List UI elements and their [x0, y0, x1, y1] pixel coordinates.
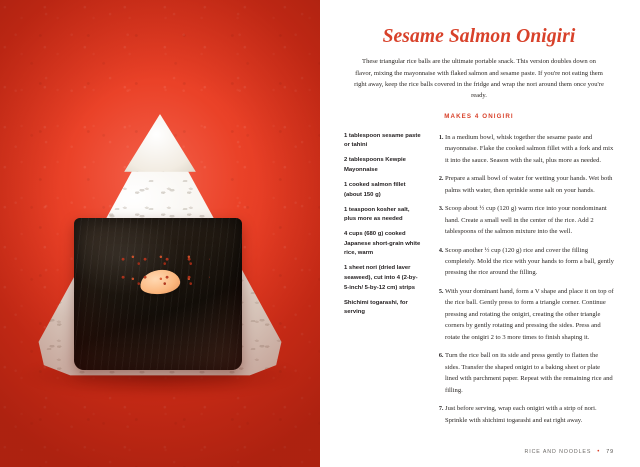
ingredient-item: 1 sheet nori (dried laver seaweed), cut into 4 (2-by-5-inch/ 5-by-12 cm) strips	[344, 265, 418, 291]
recipe-yield: MAKES 4 ONIGIRI	[444, 112, 514, 120]
ingredients-list	[344, 132, 422, 324]
page-number: 79	[606, 449, 614, 455]
footer-section-label: RICE AND NOODLES	[524, 449, 592, 455]
ingredient-item: Shichimi togarashi, for serving	[344, 299, 408, 316]
recipe-columns	[344, 132, 614, 433]
instruction-step: 6. Turn the rice ball on its side and press gently to flatten the sides. Transfer the shaped onigiri to a baking sheet or plate lined with parchment paper. Repeat with the remaining rice and filling.	[445, 350, 614, 396]
ingredient-item: 1 cooked salmon fillet (about 150 g)	[344, 182, 406, 198]
instruction-step: 3. Scoop about ½ cup (120 g) warm rice into your nondominant hand. Create a small well in the center of the rice. Add 2 tablespoons of the salmon mixture into the well.	[445, 203, 614, 237]
ingredient-item: 4 cups (680 g) cooked Japanese short-grain white rice, warm	[344, 231, 421, 257]
instruction-step: 4. Scoop another ½ cup (120 g) rice and cover the filling completely. Mold the rice with your hands to form a ball, gently pressing the rice around the filling.	[445, 245, 614, 279]
recipe-title: Sesame Salmon Onigiri	[382, 26, 576, 47]
recipe-intro: These triangular rice balls are the ultimate portable snack. This version doubles down on flavor, mixing the mayonnaise with flaked salmon and sesame paste. If you're not eating them right away, keep the rice balls covered in the fridge and wrap the nori around them once you're ready.	[354, 58, 604, 100]
page-footer	[320, 449, 614, 455]
instruction-step: 7. Just before serving, wrap each onigiri with a strip of nori. Sprinkle with shichimi togarashi and eat right away.	[445, 403, 614, 426]
instructions-list	[434, 132, 614, 433]
ingredient-item: 1 tablespoon sesame paste or tahini	[344, 132, 421, 149]
footer-separator-icon: •	[597, 449, 601, 455]
recipe-page	[320, 0, 640, 467]
instruction-step: 1. In a medium bowl, whisk together the sesame paste and mayonnaise. Flake the cooked salmon fillet with a fork and mix it into the sauce. Season with the salt, plus more as needed.	[445, 132, 614, 166]
ingredient-item: 2 tablespoons Kewpie Mayonnaise	[344, 157, 406, 173]
instruction-step: 5. With your dominant hand, form a V shape and place it on top of the rice ball. Gently press to form a triangle corner. Continue pressing and rotating the onigiri, creating the other triangle corners by gently rotating and pressing the sides. Press and rotate the onigiri 2 to 3 more times to finish shaping it.	[445, 286, 614, 343]
ingredient-item: 1 teaspoon kosher salt, plus more as needed	[344, 206, 410, 223]
instruction-step: 2. Prepare a small bowl of water for wetting your hands. Wet both palms with water, then sprinkle some salt on your hands.	[445, 173, 614, 196]
